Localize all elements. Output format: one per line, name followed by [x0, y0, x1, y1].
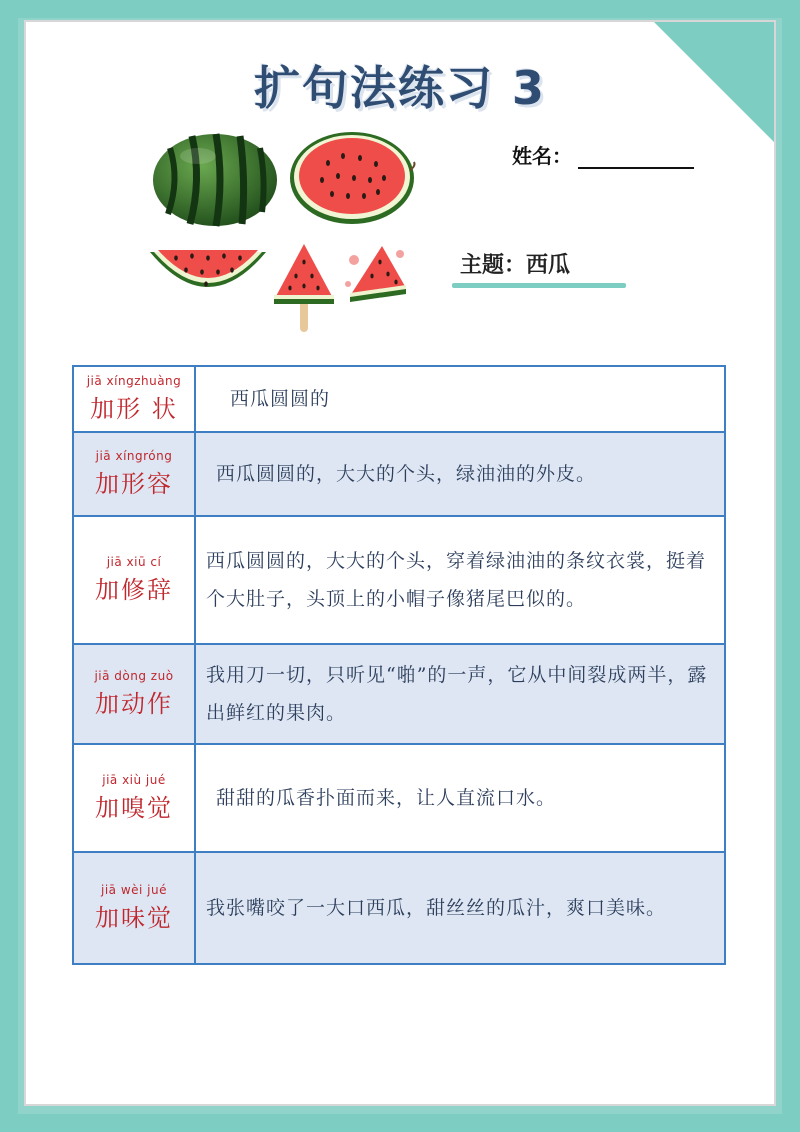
page-title: 扩句法练习 3 — [253, 61, 547, 115]
table-row — [73, 432, 725, 516]
half-watermelon-image — [288, 128, 418, 228]
table-row — [73, 366, 725, 432]
theme-underline — [452, 283, 626, 288]
row-label-cell — [73, 432, 195, 516]
table-row — [73, 516, 725, 644]
watermelon-popsicle-image — [270, 240, 338, 334]
row-pinyin: jiā xíngróng — [95, 449, 173, 463]
name-blank-line[interactable] — [578, 147, 694, 169]
table-row — [73, 644, 725, 744]
row-pinyin: jiā xiù jué — [102, 773, 166, 787]
name-field — [512, 140, 694, 169]
row-label-cell — [73, 516, 195, 644]
row-sentence: 西瓜圆圆的，大大的个头，穿着绿油油的条纹衣裳，挺着个大肚子，头顶上的小帽子像猪尾巴似的。 — [195, 516, 725, 644]
row-sentence: 我张嘴咬了一大口西瓜，甜丝丝的瓜汁，爽口美味。 — [195, 852, 725, 964]
row-sentence: 西瓜圆圆的 — [195, 366, 725, 432]
row-label: 加嗅觉 — [95, 794, 173, 822]
row-label: 加形 状 — [90, 395, 178, 423]
row-sentence: 甜甜的瓜香扑面而来，让人直流口水。 — [195, 744, 725, 852]
row-sentence: 西瓜圆圆的，大大的个头，绿油油的外皮。 — [195, 432, 725, 516]
expansion-table — [72, 365, 726, 965]
row-label: 加形容 — [95, 470, 173, 498]
theme-label: 主题：西瓜 — [460, 253, 571, 278]
row-label-cell — [73, 644, 195, 744]
table-row — [73, 744, 725, 852]
table-row — [73, 852, 725, 964]
name-label: 姓名： — [512, 144, 572, 168]
row-label: 加味觉 — [95, 904, 173, 932]
whole-watermelon-image — [150, 128, 280, 228]
row-pinyin: jiā dòng zuò — [94, 669, 174, 683]
watermelon-slice-image — [146, 244, 270, 314]
row-pinyin: jiā xíngzhuàng — [86, 374, 182, 388]
row-label: 加修辞 — [95, 576, 173, 604]
row-pinyin: jiā xiū cí — [106, 555, 162, 569]
row-pinyin: jiā wèi jué — [100, 883, 167, 897]
row-sentence: 我用刀一切，只听见“啪”的一声，它从中间裂成两半，露出鲜红的果肉。 — [195, 644, 725, 744]
row-label-cell — [73, 366, 195, 432]
row-label-cell — [73, 852, 195, 964]
row-label-cell — [73, 744, 195, 852]
watermelon-splash-image — [340, 240, 412, 310]
row-label: 加动作 — [95, 690, 173, 718]
